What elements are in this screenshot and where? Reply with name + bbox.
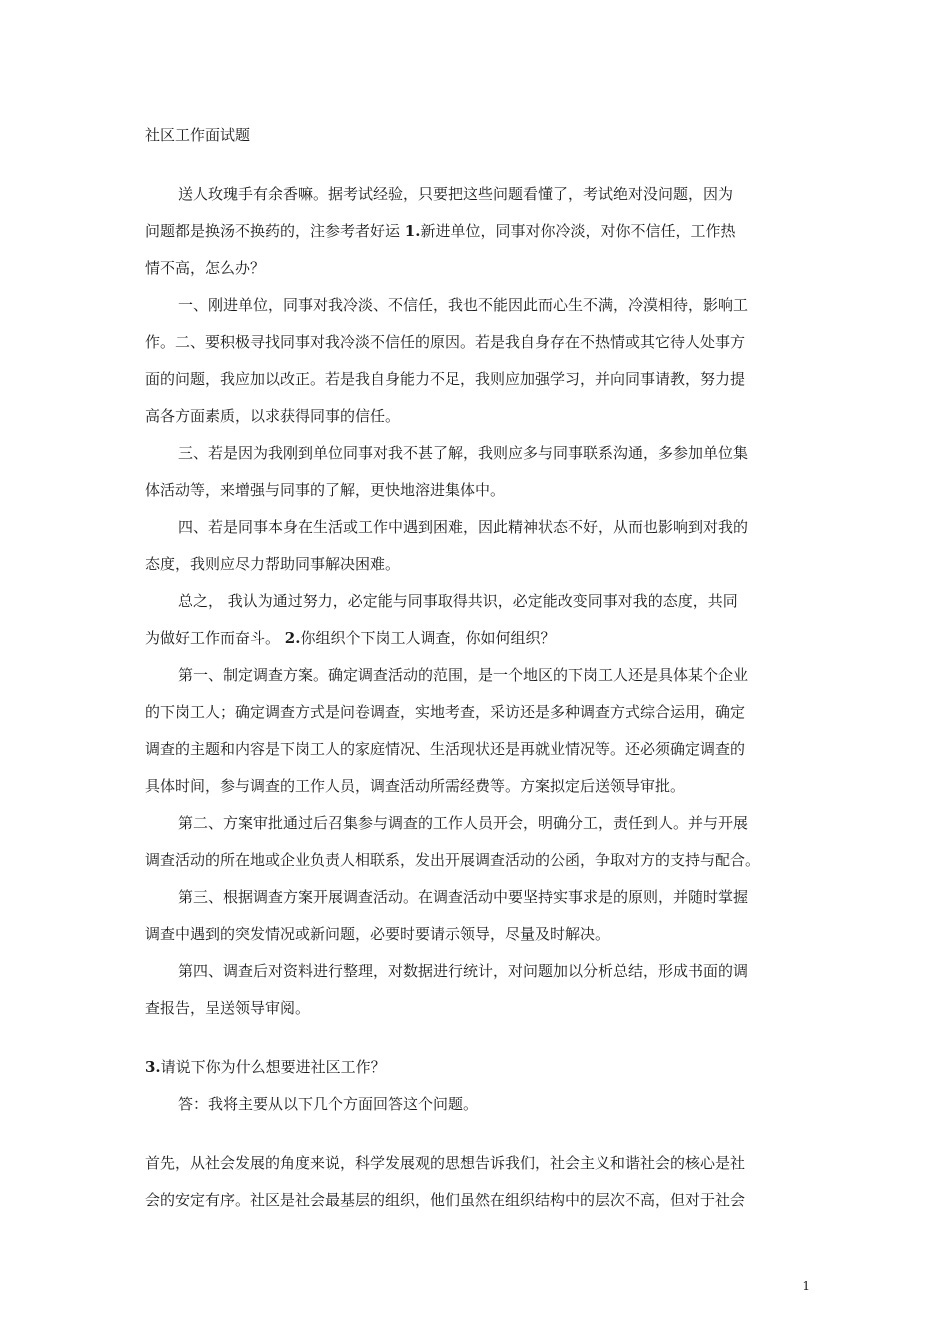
paragraph-line: 问题都是换汤不换药的，注参考者好运 1.新进单位，同事对你冷淡，对你不信任，工作热 bbox=[145, 222, 736, 240]
paragraph-line: 首先，从社会发展的角度来说，科学发展观的思想告诉我们，社会主义和谐社会的核心是社 bbox=[145, 1154, 746, 1172]
paragraph-line: 第四、调查后对资料进行整理，对数据进行统计，对问题加以分析总结，形成书面的调 bbox=[178, 962, 749, 980]
paragraph-line: 送人玫瑰手有余香嘛。据考试经验，只要把这些问题看懂了，考试绝对没问题，因为 bbox=[178, 185, 734, 203]
paragraph-line: 第三、根据调查方案开展调查活动。在调查活动中要坚持实事求是的原则，并随时掌握 bbox=[178, 888, 749, 906]
paragraph-line: 体活动等，来增强与同事的了解，更快地溶进集体中。 bbox=[145, 481, 506, 499]
page-number: 1 bbox=[802, 1279, 810, 1293]
paragraph-line: 情不高，怎么办？ bbox=[145, 259, 266, 277]
question-heading: 3.请说下你为什么想要进社区工作？ bbox=[145, 1058, 386, 1076]
paragraph-line: 态度，我则应尽力帮助同事解决困难。 bbox=[145, 555, 401, 573]
paragraph-line: 为做好工作而奋斗。 2.你组织个下岗工人调查，你如何组织？ bbox=[145, 629, 556, 647]
paragraph-line: 会的安定有序。社区是社会最基层的组织，他们虽然在组织结构中的层次不高，但对于社会 bbox=[145, 1191, 746, 1209]
paragraph-line: 的下岗工人；确定调查方式是问卷调查，实地考查，采访还是多种调查方式综合运用，确定 bbox=[145, 703, 746, 721]
paragraph-line: 调查的主题和内容是下岗工人的家庭情况、生活现状还是再就业情况等。还必须确定调查的 bbox=[145, 740, 746, 758]
paragraph-line: 答：我将主要从以下几个方面回答这个问题。 bbox=[178, 1095, 479, 1113]
paragraph-line: 调查中遇到的突发情况或新问题，必要时要请示领导，尽量及时解决。 bbox=[145, 925, 611, 943]
question-number: 1. bbox=[404, 222, 421, 240]
paragraph-line: 高各方面素质，以求获得同事的信任。 bbox=[145, 407, 401, 425]
paragraph-line: 面的问题，我应加以改正。若是我自身能力不足，我则应加强学习，并向同事请教，努力提 bbox=[145, 370, 746, 388]
paragraph-line: 查报告，呈送领导审阅。 bbox=[145, 999, 311, 1017]
question-number: 3. bbox=[145, 1058, 161, 1076]
question-number: 2. bbox=[284, 629, 301, 647]
paragraph-line: 第一、制定调查方案。确定调查活动的范围，是一个地区的下岗工人还是具体某个企业 bbox=[178, 666, 749, 684]
paragraph-line: 一、刚进单位，同事对我冷淡、不信任，我也不能因此而心生不满，冷漠相待，影响工 bbox=[178, 296, 749, 314]
paragraph-line: 三、若是因为我刚到单位同事对我不甚了解，我则应多与同事联系沟通，多参加单位集 bbox=[178, 444, 749, 462]
document-title: 社区工作面试题 bbox=[145, 126, 251, 144]
paragraph-line: 四、若是同事本身在生活或工作中遇到困难，因此精神状态不好，从而也影响到对我的 bbox=[178, 518, 749, 536]
paragraph-line: 第二、方案审批通过后召集参与调查的工作人员开会，明确分工，责任到人。并与开展 bbox=[178, 814, 749, 832]
paragraph-line: 调查活动的所在地或企业负责人相联系，发出开展调查活动的公函，争取对方的支持与配合。 bbox=[145, 851, 761, 869]
paragraph-line: 总之， 我认为通过努力，必定能与同事取得共识，必定能改变同事对我的态度，共同 bbox=[178, 592, 738, 610]
paragraph-line: 作。二、要积极寻找同事对我冷淡不信任的原因。若是我自身存在不热情或其它待人处事方 bbox=[145, 333, 746, 351]
paragraph-line: 具体时间，参与调查的工作人员，调查活动所需经费等。方案拟定后送领导审批。 bbox=[145, 777, 686, 795]
